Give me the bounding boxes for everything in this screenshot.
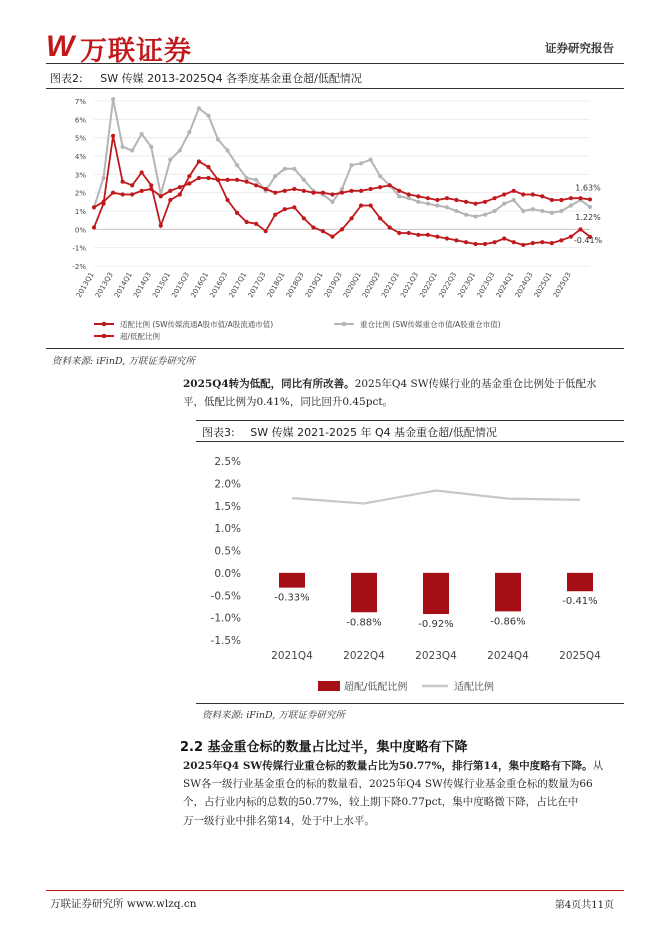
- figure2-data-point: [569, 235, 573, 239]
- figure2-data-point: [502, 202, 506, 206]
- figure2-x-tick-label: 2025Q1: [532, 271, 554, 300]
- paragraph-concentration-line3: 个，占行业内标的总数的50.77%，较上期下降0.77pct，集中度略微下降，占比在中: [183, 796, 579, 809]
- figure2-legend: [94, 319, 501, 341]
- figure2-data-point: [245, 220, 249, 224]
- figure2-data-point: [140, 189, 144, 193]
- figure3-caption-rule: [196, 441, 624, 442]
- figure2-x-tick-label: 2015Q3: [170, 271, 192, 300]
- report-type: 证券研究报告: [545, 41, 614, 55]
- figure2-annotation: 1.22%: [575, 212, 601, 222]
- figure2-x-tick-label: 2014Q3: [132, 271, 153, 300]
- figure2-data-point: [187, 174, 191, 178]
- paragraph-summary-line2: 平，低配比例为0.41%，同比回升0.45pct。: [183, 396, 394, 409]
- figure2-data-point: [550, 211, 554, 215]
- figure2-annotation: -0.41%: [573, 235, 603, 245]
- figure2-data-point: [550, 241, 554, 245]
- figure2-data-point: [502, 192, 506, 196]
- figure2-data-point: [349, 189, 353, 193]
- figure2-data-point: [283, 189, 287, 193]
- figure2-x-tick-label: 2021Q3: [399, 271, 421, 300]
- figure2-data-point: [464, 240, 468, 244]
- figure2-data-point: [254, 183, 258, 187]
- figure2-data-point: [321, 191, 325, 195]
- figure2-data-point: [559, 198, 563, 202]
- figure2-data-point: [454, 209, 458, 213]
- figure2-data-point: [273, 174, 277, 178]
- figure2-data-point: [388, 225, 392, 229]
- figure2-data-point: [416, 194, 420, 198]
- figure2-data-point: [206, 114, 210, 118]
- figure2-x-tick-label: 2025Q3: [551, 271, 573, 300]
- figure2-data-point: [292, 167, 296, 171]
- figure2-grid: [94, 101, 590, 266]
- figure3-bar: [495, 573, 521, 611]
- figure3-y-tick-label: 0.5%: [214, 545, 241, 558]
- figure2-y-tick-label: 7%: [74, 98, 86, 106]
- figure2-data-point: [407, 231, 411, 235]
- figure2-x-tick-label: 2021Q1: [380, 271, 401, 300]
- figure2-data-point: [407, 192, 411, 196]
- figure2-data-point: [540, 240, 544, 244]
- figure2-data-point: [187, 181, 191, 185]
- footer-rule: [46, 890, 624, 891]
- figure2-x-tick-label: 2022Q1: [418, 271, 440, 300]
- figure2-data-point: [359, 203, 363, 207]
- figure2-x-tick-label: 2013Q3: [93, 271, 115, 300]
- figure3-data-label: -0.33%: [274, 592, 310, 604]
- figure2-data-point: [168, 198, 172, 202]
- figure2-data-point: [588, 205, 592, 209]
- figure2-source: 资料来源: iFinD, 万联证券研究所: [52, 356, 195, 367]
- figure2-data-point: [330, 235, 334, 239]
- figure2-data-point: [121, 180, 125, 184]
- figure3-y-tick-label: -0.5%: [210, 590, 241, 603]
- figure2-y-tick-label: 1%: [74, 208, 86, 216]
- figure2-data-point: [178, 192, 182, 196]
- figure2-data-point: [540, 209, 544, 213]
- figure2-data-point: [302, 178, 306, 182]
- figure3-legend: [318, 680, 494, 693]
- figure2-data-point: [111, 134, 115, 138]
- figure2-data-point: [216, 137, 220, 141]
- figure2-y-tick-label: 4%: [74, 153, 86, 161]
- figure2-data-point: [435, 198, 439, 202]
- figure3-y-tick-label: 1.5%: [214, 500, 241, 513]
- figure2-x-tick-label: 2022Q3: [437, 271, 459, 300]
- figure2-data-point: [197, 106, 201, 110]
- figure2-data-point: [502, 236, 506, 240]
- figure2-data-point: [540, 194, 544, 198]
- figure2-data-point: [445, 205, 449, 209]
- figure2-data-point: [426, 202, 430, 206]
- figure2-data-point: [330, 200, 334, 204]
- figure2-data-point: [397, 231, 401, 235]
- figure2-data-point: [245, 176, 249, 180]
- figure2-data-point: [235, 211, 239, 215]
- figure2-x-tick-label: 2013Q1: [74, 271, 96, 300]
- figure2-data-point: [340, 191, 344, 195]
- figure2-x-tick-label: 2024Q3: [513, 271, 535, 300]
- figure2-data-point: [445, 196, 449, 200]
- figure2-x-tick-label: 2016Q1: [189, 271, 211, 300]
- figure2-data-point: [521, 243, 525, 247]
- figure2-x-tick-label: 2020Q3: [361, 271, 382, 300]
- footer-page-number: 第4页共11页: [554, 900, 614, 911]
- figure2-data-point: [149, 187, 153, 191]
- figure3-x-tick-label: 2023Q4: [415, 650, 457, 662]
- figure2-data-point: [559, 238, 563, 242]
- figure2-data-point: [245, 180, 249, 184]
- figure3-label: 图表3:: [202, 426, 235, 439]
- figure2-data-point: [483, 242, 487, 246]
- figure3-data-label: -0.92%: [418, 619, 454, 631]
- figure2-data-point: [407, 196, 411, 200]
- figure2-data-point: [521, 192, 525, 196]
- figure2-x-tick-label: 2020Q1: [341, 271, 363, 300]
- figure2-data-point: [473, 214, 477, 218]
- figure3-data-label: -0.86%: [490, 616, 526, 628]
- figure2-data-point: [578, 196, 582, 200]
- paragraph-concentration-line4: 万一级行业中排名第14，处于中上水平。: [183, 814, 375, 827]
- figure2-y-tick-label: 2%: [74, 189, 86, 198]
- figure2-data-point: [369, 187, 373, 191]
- figure2-x-tick-label: 2016Q3: [208, 271, 230, 300]
- figure3-y-axis: [211, 456, 241, 647]
- brand-logo-mark: W: [46, 30, 73, 63]
- figure2-data-point: [493, 240, 497, 244]
- figure2-data-point: [340, 187, 344, 191]
- paragraph-concentration-line2: SW各一级行业基金重仓的标的数量看，2025年Q4 SW传媒行业基金重仓标的数量为66: [183, 778, 593, 791]
- figure2-legend-marker: [102, 322, 107, 327]
- figure3-bar: [567, 573, 593, 591]
- figure2-data-point: [359, 161, 363, 165]
- figure2-y-tick-label: -1%: [72, 244, 86, 253]
- figure3-title: SW 传媒 2021-2025 年 Q4 基金重仓超/低配情况: [250, 426, 497, 439]
- figure2-data-point: [454, 238, 458, 242]
- figure2-data-point: [388, 183, 392, 187]
- figure2-data-point: [521, 209, 525, 213]
- figure2-data-point: [483, 213, 487, 217]
- figure2-data-point: [426, 196, 430, 200]
- figure2-data-point: [311, 225, 315, 229]
- paragraph-summary-line1: 2025年Q4 SW传媒行业的基金重仓比例处于低配水: [354, 378, 597, 390]
- figure2-data-point: [531, 241, 535, 245]
- figure2-data-point: [254, 222, 258, 226]
- figure2-x-axis: [75, 271, 573, 299]
- figure3-data-label: -0.88%: [346, 617, 382, 629]
- figure2-x-tick-label: 2014Q1: [113, 271, 134, 300]
- figure2-data-point: [159, 194, 163, 198]
- figure2-data-point: [197, 159, 201, 163]
- figure2-annotation: 1.63%: [575, 183, 601, 193]
- figure3-y-tick-label: -1.5%: [210, 635, 241, 647]
- figure2-data-point: [101, 200, 105, 204]
- paragraph-concentration-tail: 从: [592, 760, 604, 772]
- figure2-data-point: [531, 192, 535, 196]
- figure2-top-rule: [46, 88, 624, 89]
- figure2-data-point: [292, 187, 296, 191]
- figure2-data-point: [235, 178, 239, 182]
- figure2-x-tick-label: 2019Q1: [303, 271, 325, 300]
- figure3-legend-label: 适配比例: [454, 682, 494, 693]
- figure3-data-label: -0.41%: [562, 596, 598, 608]
- figure2-x-tick-label: 2018Q3: [284, 271, 306, 300]
- figure2-y-tick-label: 0%: [74, 226, 86, 235]
- figure2-data-point: [283, 207, 287, 211]
- figure2-data-point: [92, 205, 96, 209]
- figure3-y-tick-label: 0.0%: [214, 567, 241, 580]
- figure2-data-point: [206, 176, 210, 180]
- figure2-data-point: [445, 236, 449, 240]
- figure2-data-point: [273, 213, 277, 217]
- paragraph-concentration-lead: 2025年Q4 SW传媒行业重仓标的数量占比为50.77%，排行第14，集中度略有下降。: [183, 760, 593, 772]
- figure2-data-point: [512, 240, 516, 244]
- figure2-data-point: [359, 189, 363, 193]
- figure2-data-point: [578, 227, 582, 231]
- figure3-chart: [196, 445, 624, 700]
- figure2-data-point: [426, 233, 430, 237]
- figure2-data-point: [531, 207, 535, 211]
- figure3-caption: [202, 424, 497, 440]
- figure2-data-point: [130, 183, 134, 187]
- figure2-x-tick-label: 2017Q3: [246, 271, 268, 300]
- paragraph-concentration: [183, 757, 623, 830]
- figure2-title: SW 传媒 2013-2025Q4 各季度基金重仓超/低配情况: [100, 72, 362, 85]
- figure2-data-point: [435, 203, 439, 207]
- figure2-y-axis: [72, 98, 86, 271]
- figure2-data-point: [187, 130, 191, 134]
- paragraph-summary: [183, 375, 623, 411]
- figure2-data-point: [264, 229, 268, 233]
- figure3-line: [292, 491, 580, 504]
- figure2-data-point: [101, 176, 105, 180]
- figure2-legend-label: 超/低配比例: [120, 332, 161, 341]
- figure2-data-point: [168, 189, 172, 193]
- figure2-x-tick-label: 2024Q1: [494, 271, 516, 300]
- figure2-data-point: [378, 185, 382, 189]
- figure2-data-point: [550, 198, 554, 202]
- figure2-data-point: [225, 148, 229, 152]
- figure2-data-point: [378, 216, 382, 220]
- figure2-data-point: [369, 158, 373, 162]
- figure2-data-point: [416, 233, 420, 237]
- figure2-data-point: [140, 132, 144, 136]
- figure2-y-tick-label: -2%: [72, 263, 86, 271]
- figure2-legend-label: 适配比例 (SW传媒流通A股市值/A股流通市值): [120, 320, 274, 329]
- figure2-label: 图表2:: [50, 72, 83, 85]
- figure2-legend-label: 重仓比例 (SW传媒重仓市值/A股重仓市值): [360, 320, 501, 329]
- footer-site: 万联证券研究所 www.wlzq.cn: [50, 898, 197, 910]
- figure2-data-point: [235, 163, 239, 167]
- figure2-data-point: [216, 178, 220, 182]
- brand-name: 万联证券: [80, 36, 192, 67]
- figure2-data-point: [130, 192, 134, 196]
- figure3-legend-swatch-bar: [318, 681, 340, 691]
- figure2-data-point: [512, 198, 516, 202]
- figure2-data-point: [111, 97, 115, 101]
- figure2-data-point: [435, 235, 439, 239]
- figure2-data-point: [473, 242, 477, 246]
- figure3-y-tick-label: 1.0%: [214, 523, 241, 536]
- figure2-data-point: [130, 148, 134, 152]
- figure3-x-tick-label: 2024Q4: [487, 650, 529, 662]
- figure2-y-tick-label: 6%: [74, 116, 86, 125]
- figure2-x-tick-label: 2019Q3: [322, 271, 344, 300]
- figure2-data-point: [569, 196, 573, 200]
- figure3-y-tick-label: 2.5%: [214, 456, 241, 468]
- figure2-data-point: [416, 200, 420, 204]
- figure2-data-point: [283, 167, 287, 171]
- figure2-data-point: [121, 192, 125, 196]
- figure2-y-tick-label: 5%: [74, 134, 86, 143]
- figure2-data-point: [111, 191, 115, 195]
- figure2-data-point: [493, 196, 497, 200]
- figure3-x-axis: [271, 650, 601, 662]
- figure3-y-tick-label: -1.0%: [210, 612, 241, 625]
- figure2-data-point: [464, 200, 468, 204]
- figure3-y-tick-label: 2.0%: [214, 478, 241, 491]
- figure2-data-point: [254, 178, 258, 182]
- figure2-data-point: [178, 185, 182, 189]
- figure2-data-point: [559, 209, 563, 213]
- figure2-y-tick-label: 3%: [74, 171, 86, 180]
- figure3-bottom-rule: [196, 703, 624, 704]
- figure3-top-rule: [196, 420, 624, 421]
- figure2-data-point: [302, 216, 306, 220]
- figure2-data-point: [397, 189, 401, 193]
- figure3-bars: [279, 573, 593, 614]
- figure2-data-point: [292, 205, 296, 209]
- figure2-x-tick-label: 2018Q1: [265, 271, 287, 300]
- figure3-bar: [423, 573, 449, 614]
- figure2-data-point: [178, 148, 182, 152]
- figure2-data-point: [92, 225, 96, 229]
- figure2-data-point: [493, 209, 497, 213]
- figure2-data-point: [330, 192, 334, 196]
- figure2-data-point: [588, 197, 592, 201]
- header-rule: [46, 63, 624, 64]
- figure2-data-point: [273, 191, 277, 195]
- figure2-data-point: [340, 227, 344, 231]
- figure2-data-point: [168, 158, 172, 162]
- figure2-data-point: [473, 202, 477, 206]
- figure2-data-point: [149, 183, 153, 187]
- figure2-data-point: [206, 165, 210, 169]
- figure2-data-point: [454, 198, 458, 202]
- figure3-x-tick-label: 2025Q4: [559, 650, 601, 662]
- figure2-data-point: [369, 203, 373, 207]
- figure2-data-point: [225, 198, 229, 202]
- figure2-data-point: [264, 187, 268, 191]
- figure2-series-line: [94, 99, 590, 216]
- figure3-bar: [351, 573, 377, 612]
- figure3-line-series: [292, 491, 580, 504]
- figure2-data-point: [159, 224, 163, 228]
- figure2-x-tick-label: 2023Q3: [475, 271, 497, 300]
- paragraph-summary-lead: 2025Q4转为低配，同比有所改善。: [183, 378, 355, 390]
- figure2-bottom-rule: [46, 348, 624, 349]
- figure3-bar: [279, 573, 305, 588]
- figure2-data-point: [302, 189, 306, 193]
- figure2-legend-marker: [342, 322, 347, 327]
- figure3-source: 资料来源: iFinD, 万联证券研究所: [202, 710, 345, 721]
- figure2-data-point: [225, 178, 229, 182]
- figure2-data-point: [512, 189, 516, 193]
- figure2-data-point: [121, 145, 125, 149]
- figure3-legend-label: 超配/低配比例: [344, 682, 408, 693]
- figure2-data-point: [349, 163, 353, 167]
- figure2-data-point: [378, 174, 382, 178]
- figure2-x-tick-label: 2015Q1: [151, 271, 173, 300]
- figure2-data-point: [569, 203, 573, 207]
- figure2-data-point: [349, 216, 353, 220]
- figure2-data-point: [397, 194, 401, 198]
- figure2-data-point: [464, 213, 468, 217]
- figure2-data-point: [321, 229, 325, 233]
- figure2-data-point: [197, 176, 201, 180]
- figure2-x-tick-label: 2023Q1: [456, 271, 478, 300]
- figure2-x-tick-label: 2017Q1: [227, 271, 249, 300]
- figure2-caption: [50, 70, 362, 86]
- figure2-data-point: [140, 170, 144, 174]
- figure2-data-point: [149, 145, 153, 149]
- figure2-chart: [46, 90, 624, 345]
- figure2-legend-marker: [102, 334, 107, 339]
- figure3-x-tick-label: 2022Q4: [343, 650, 385, 662]
- figure2-data-point: [483, 200, 487, 204]
- figure3-x-tick-label: 2021Q4: [271, 650, 313, 662]
- section-title: 2.2 基金重仓标的数量占比过半，集中度略有下降: [180, 740, 468, 755]
- figure2-data-point: [311, 191, 315, 195]
